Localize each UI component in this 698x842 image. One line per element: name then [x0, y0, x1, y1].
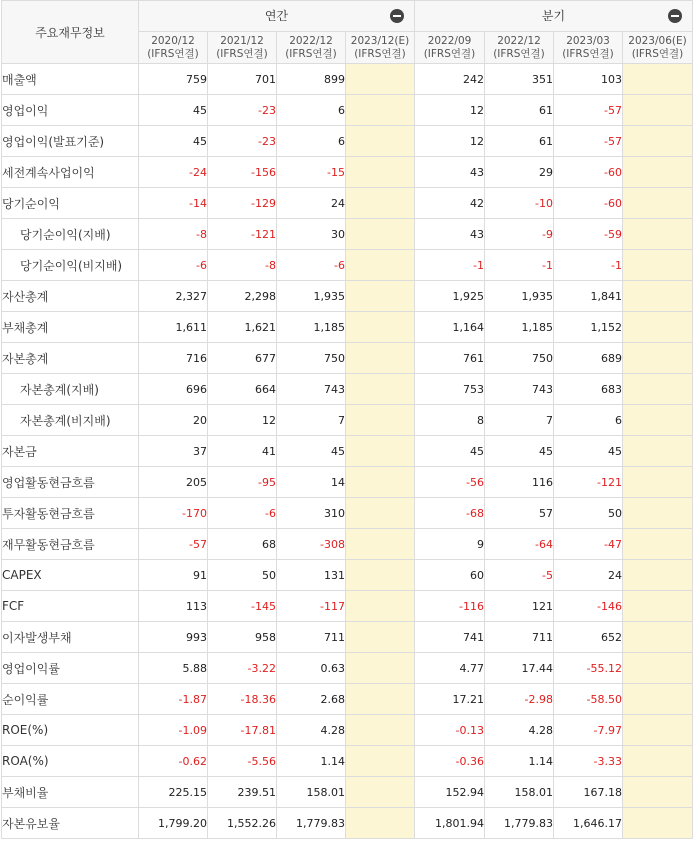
- value-cell: -2.98: [485, 684, 554, 715]
- value-cell: 1,925: [415, 281, 485, 312]
- table-row: [2, 622, 693, 653]
- estimate-cell: [346, 808, 415, 839]
- table-row: [2, 529, 693, 560]
- column-period: 2023/06(E): [628, 34, 687, 47]
- value-cell: -8: [139, 219, 208, 250]
- value-cell: 158.01: [485, 777, 554, 808]
- row-label: ROE(%): [2, 715, 139, 746]
- row-label: 순이익률: [2, 684, 139, 715]
- value-cell: -6: [277, 250, 346, 281]
- value-cell: 1,646.17: [554, 808, 623, 839]
- value-cell: 116: [485, 467, 554, 498]
- value-cell: -57: [554, 95, 623, 126]
- corner-header: 주요재무정보: [2, 1, 139, 64]
- table-row: [2, 498, 693, 529]
- value-cell: -116: [415, 591, 485, 622]
- row-label: 영업이익률: [2, 653, 139, 684]
- value-cell: 61: [485, 95, 554, 126]
- table-row: [2, 374, 693, 405]
- value-cell: 5.88: [139, 653, 208, 684]
- estimate-cell: [623, 312, 693, 343]
- value-cell: 711: [277, 622, 346, 653]
- table-row: [2, 746, 693, 777]
- value-cell: 696: [139, 374, 208, 405]
- value-cell: 167.18: [554, 777, 623, 808]
- group-label-annual: 연간: [264, 9, 289, 23]
- value-cell: 12: [415, 126, 485, 157]
- estimate-cell: [623, 591, 693, 622]
- value-cell: 6: [554, 405, 623, 436]
- row-label: 자산총계: [2, 281, 139, 312]
- value-cell: -170: [139, 498, 208, 529]
- table-row: [2, 95, 693, 126]
- column-header: [485, 32, 554, 64]
- value-cell: -60: [554, 188, 623, 219]
- minus-circle-icon[interactable]: [668, 9, 682, 23]
- column-basis: (IFRS연결): [493, 47, 545, 60]
- value-cell: -17.81: [208, 715, 277, 746]
- value-cell: 20: [139, 405, 208, 436]
- value-cell: -58.50: [554, 684, 623, 715]
- value-cell: 42: [415, 188, 485, 219]
- table-row: [2, 157, 693, 188]
- column-header: [277, 32, 346, 64]
- table-row: [2, 777, 693, 808]
- value-cell: 45: [554, 436, 623, 467]
- value-cell: 652: [554, 622, 623, 653]
- column-header: [139, 32, 208, 64]
- estimate-cell: [346, 343, 415, 374]
- estimate-cell: [346, 312, 415, 343]
- row-label: FCF: [2, 591, 139, 622]
- column-basis: (IFRS연결): [216, 47, 268, 60]
- value-cell: -59: [554, 219, 623, 250]
- table-row: [2, 219, 693, 250]
- value-cell: 45: [139, 95, 208, 126]
- value-cell: 158.01: [277, 777, 346, 808]
- value-cell: -0.13: [415, 715, 485, 746]
- group-label-quarterly: 분기: [541, 9, 566, 23]
- value-cell: 743: [485, 374, 554, 405]
- estimate-cell: [623, 436, 693, 467]
- row-label: 당기순이익: [2, 188, 139, 219]
- value-cell: 1,799.20: [139, 808, 208, 839]
- value-cell: 57: [485, 498, 554, 529]
- value-cell: 1,152: [554, 312, 623, 343]
- value-cell: 205: [139, 467, 208, 498]
- value-cell: 60: [415, 560, 485, 591]
- table-row: [2, 250, 693, 281]
- row-label: 자본총계: [2, 343, 139, 374]
- estimate-cell: [346, 436, 415, 467]
- table-row: [2, 591, 693, 622]
- value-cell: -6: [208, 498, 277, 529]
- value-cell: 664: [208, 374, 277, 405]
- estimate-cell: [623, 746, 693, 777]
- value-cell: 152.94: [415, 777, 485, 808]
- estimate-cell: [346, 560, 415, 591]
- row-label: 영업활동현금흐름: [2, 467, 139, 498]
- group-header-annual: [139, 1, 415, 32]
- group-header-quarterly: [415, 1, 693, 32]
- value-cell: 225.15: [139, 777, 208, 808]
- row-label: ROA(%): [2, 746, 139, 777]
- value-cell: 958: [208, 622, 277, 653]
- estimate-cell: [623, 250, 693, 281]
- value-cell: 750: [277, 343, 346, 374]
- value-cell: 37: [139, 436, 208, 467]
- column-period: 2023/12(E): [350, 34, 410, 47]
- column-basis: (IFRS연결): [354, 47, 406, 60]
- table-row: [2, 560, 693, 591]
- value-cell: 993: [139, 622, 208, 653]
- value-cell: 24: [554, 560, 623, 591]
- value-cell: 2,327: [139, 281, 208, 312]
- value-cell: 7: [485, 405, 554, 436]
- column-basis: (IFRS연결): [423, 47, 476, 60]
- value-cell: 1,185: [277, 312, 346, 343]
- row-label: 세전계속사업이익: [2, 157, 139, 188]
- value-cell: 12: [208, 405, 277, 436]
- value-cell: 8: [415, 405, 485, 436]
- value-cell: -146: [554, 591, 623, 622]
- value-cell: 1.14: [485, 746, 554, 777]
- value-cell: -14: [139, 188, 208, 219]
- value-cell: -55.12: [554, 653, 623, 684]
- row-label: 부채비율: [2, 777, 139, 808]
- value-cell: -10: [485, 188, 554, 219]
- row-label: 당기순이익(지배): [2, 219, 139, 250]
- value-cell: -8: [208, 250, 277, 281]
- column-period: 2020/12: [151, 34, 195, 47]
- table-row: [2, 436, 693, 467]
- value-cell: 41: [208, 436, 277, 467]
- value-cell: 1,935: [485, 281, 554, 312]
- value-cell: -24: [139, 157, 208, 188]
- estimate-cell: [623, 560, 693, 591]
- table-row: [2, 312, 693, 343]
- value-cell: 43: [415, 157, 485, 188]
- value-cell: 1,779.83: [277, 808, 346, 839]
- value-cell: 1,611: [139, 312, 208, 343]
- table-row: [2, 684, 693, 715]
- value-cell: 242: [415, 64, 485, 95]
- value-cell: 677: [208, 343, 277, 374]
- value-cell: -15: [277, 157, 346, 188]
- value-cell: 9: [415, 529, 485, 560]
- value-cell: 1,935: [277, 281, 346, 312]
- value-cell: 103: [554, 64, 623, 95]
- value-cell: 7: [277, 405, 346, 436]
- value-cell: -95: [208, 467, 277, 498]
- row-label: 자본총계(지배): [2, 374, 139, 405]
- value-cell: 4.77: [415, 653, 485, 684]
- value-cell: -68: [415, 498, 485, 529]
- estimate-cell: [623, 374, 693, 405]
- value-cell: -57: [139, 529, 208, 560]
- value-cell: -117: [277, 591, 346, 622]
- value-cell: -23: [208, 126, 277, 157]
- value-cell: -121: [208, 219, 277, 250]
- estimate-cell: [346, 498, 415, 529]
- estimate-cell: [623, 95, 693, 126]
- value-cell: -18.36: [208, 684, 277, 715]
- value-cell: 750: [485, 343, 554, 374]
- minus-circle-icon[interactable]: [390, 9, 404, 23]
- estimate-cell: [623, 808, 693, 839]
- column-header: [554, 32, 623, 64]
- row-label: 자본금: [2, 436, 139, 467]
- value-cell: -6: [139, 250, 208, 281]
- value-cell: 1,164: [415, 312, 485, 343]
- estimate-cell: [623, 529, 693, 560]
- estimate-cell: [346, 653, 415, 684]
- table-body: [2, 64, 693, 839]
- value-cell: -156: [208, 157, 277, 188]
- value-cell: 351: [485, 64, 554, 95]
- table-row: [2, 281, 693, 312]
- column-period: 2023/03: [566, 34, 610, 47]
- table-row: [2, 715, 693, 746]
- value-cell: 4.28: [485, 715, 554, 746]
- table-row: [2, 64, 693, 95]
- table-row: [2, 808, 693, 839]
- row-label: 영업이익(발표기준): [2, 126, 139, 157]
- estimate-cell: [623, 126, 693, 157]
- value-cell: 753: [415, 374, 485, 405]
- value-cell: 701: [208, 64, 277, 95]
- value-cell: 50: [208, 560, 277, 591]
- table-row: [2, 467, 693, 498]
- row-label: 영업이익: [2, 95, 139, 126]
- column-header: [346, 32, 415, 64]
- estimate-cell: [346, 746, 415, 777]
- value-cell: 50: [554, 498, 623, 529]
- row-label: 부채총계: [2, 312, 139, 343]
- value-cell: 711: [485, 622, 554, 653]
- value-cell: 14: [277, 467, 346, 498]
- estimate-cell: [623, 343, 693, 374]
- value-cell: -129: [208, 188, 277, 219]
- column-basis: (IFRS연결): [147, 47, 199, 60]
- value-cell: 1,801.94: [415, 808, 485, 839]
- value-cell: 1,552.26: [208, 808, 277, 839]
- estimate-cell: [346, 64, 415, 95]
- value-cell: 1,779.83: [485, 808, 554, 839]
- value-cell: -5: [485, 560, 554, 591]
- estimate-cell: [346, 777, 415, 808]
- value-cell: -64: [485, 529, 554, 560]
- column-basis: (IFRS연결): [285, 47, 337, 60]
- value-cell: 899: [277, 64, 346, 95]
- estimate-cell: [623, 653, 693, 684]
- value-cell: -145: [208, 591, 277, 622]
- value-cell: 0.63: [277, 653, 346, 684]
- estimate-cell: [346, 405, 415, 436]
- value-cell: -5.56: [208, 746, 277, 777]
- estimate-cell: [623, 622, 693, 653]
- estimate-cell: [623, 467, 693, 498]
- value-cell: 716: [139, 343, 208, 374]
- value-cell: -121: [554, 467, 623, 498]
- value-cell: -3.22: [208, 653, 277, 684]
- value-cell: -9: [485, 219, 554, 250]
- column-basis: (IFRS연결): [631, 47, 684, 60]
- value-cell: 239.51: [208, 777, 277, 808]
- value-cell: -57: [554, 126, 623, 157]
- column-period: 2022/09: [427, 34, 472, 47]
- estimate-cell: [346, 529, 415, 560]
- value-cell: 61: [485, 126, 554, 157]
- value-cell: 2,298: [208, 281, 277, 312]
- estimate-cell: [346, 188, 415, 219]
- estimate-cell: [346, 157, 415, 188]
- value-cell: -47: [554, 529, 623, 560]
- column-period: 2021/12: [220, 34, 264, 47]
- estimate-cell: [346, 95, 415, 126]
- estimate-cell: [623, 715, 693, 746]
- row-label: CAPEX: [2, 560, 139, 591]
- value-cell: 91: [139, 560, 208, 591]
- value-cell: 45: [139, 126, 208, 157]
- value-cell: 741: [415, 622, 485, 653]
- table-row: [2, 653, 693, 684]
- value-cell: 1,621: [208, 312, 277, 343]
- estimate-cell: [346, 126, 415, 157]
- value-cell: 1,185: [485, 312, 554, 343]
- value-cell: -1: [554, 250, 623, 281]
- row-label: 자본유보율: [2, 808, 139, 839]
- value-cell: 29: [485, 157, 554, 188]
- value-cell: 131: [277, 560, 346, 591]
- value-cell: 2.68: [277, 684, 346, 715]
- estimate-cell: [623, 188, 693, 219]
- table-row: [2, 343, 693, 374]
- value-cell: -1.09: [139, 715, 208, 746]
- row-label: 매출액: [2, 64, 139, 95]
- value-cell: -7.97: [554, 715, 623, 746]
- value-cell: -0.36: [415, 746, 485, 777]
- column-header: [623, 32, 693, 64]
- value-cell: -56: [415, 467, 485, 498]
- value-cell: 1,841: [554, 281, 623, 312]
- value-cell: -1: [415, 250, 485, 281]
- estimate-cell: [346, 467, 415, 498]
- estimate-cell: [623, 684, 693, 715]
- value-cell: 6: [277, 126, 346, 157]
- value-cell: 24: [277, 188, 346, 219]
- estimate-cell: [346, 281, 415, 312]
- estimate-cell: [623, 405, 693, 436]
- value-cell: 683: [554, 374, 623, 405]
- column-period: 2022/12: [289, 34, 333, 47]
- value-cell: -3.33: [554, 746, 623, 777]
- table-row: [2, 126, 693, 157]
- row-label: 이자발생부채: [2, 622, 139, 653]
- value-cell: 689: [554, 343, 623, 374]
- row-label: 당기순이익(비지배): [2, 250, 139, 281]
- value-cell: 45: [415, 436, 485, 467]
- value-cell: -1.87: [139, 684, 208, 715]
- value-cell: -60: [554, 157, 623, 188]
- estimate-cell: [346, 715, 415, 746]
- financial-summary-table: [1, 0, 693, 839]
- table-row: [2, 405, 693, 436]
- value-cell: 113: [139, 591, 208, 622]
- value-cell: 761: [415, 343, 485, 374]
- value-cell: 30: [277, 219, 346, 250]
- value-cell: 43: [415, 219, 485, 250]
- column-period: 2022/12: [497, 34, 541, 47]
- column-header: [208, 32, 277, 64]
- value-cell: 121: [485, 591, 554, 622]
- estimate-cell: [623, 777, 693, 808]
- estimate-cell: [623, 281, 693, 312]
- column-header: [415, 32, 485, 64]
- value-cell: 17.44: [485, 653, 554, 684]
- estimate-cell: [346, 684, 415, 715]
- value-cell: 45: [485, 436, 554, 467]
- value-cell: 45: [277, 436, 346, 467]
- value-cell: 68: [208, 529, 277, 560]
- value-cell: -1: [485, 250, 554, 281]
- group-header-row: [2, 1, 693, 32]
- estimate-cell: [623, 157, 693, 188]
- value-cell: 4.28: [277, 715, 346, 746]
- estimate-cell: [623, 498, 693, 529]
- value-cell: 17.21: [415, 684, 485, 715]
- estimate-cell: [346, 591, 415, 622]
- value-cell: -0.62: [139, 746, 208, 777]
- value-cell: -23: [208, 95, 277, 126]
- row-label: 투자활동현금흐름: [2, 498, 139, 529]
- value-cell: 743: [277, 374, 346, 405]
- row-label: 자본총계(비지배): [2, 405, 139, 436]
- estimate-cell: [346, 374, 415, 405]
- value-cell: 1.14: [277, 746, 346, 777]
- estimate-cell: [623, 64, 693, 95]
- table-row: [2, 188, 693, 219]
- value-cell: 310: [277, 498, 346, 529]
- estimate-cell: [346, 622, 415, 653]
- column-basis: (IFRS연결): [562, 47, 614, 60]
- value-cell: -308: [277, 529, 346, 560]
- value-cell: 12: [415, 95, 485, 126]
- estimate-cell: [346, 250, 415, 281]
- value-cell: 6: [277, 95, 346, 126]
- estimate-cell: [623, 219, 693, 250]
- row-label: 재무활동현금흐름: [2, 529, 139, 560]
- estimate-cell: [346, 219, 415, 250]
- value-cell: 759: [139, 64, 208, 95]
